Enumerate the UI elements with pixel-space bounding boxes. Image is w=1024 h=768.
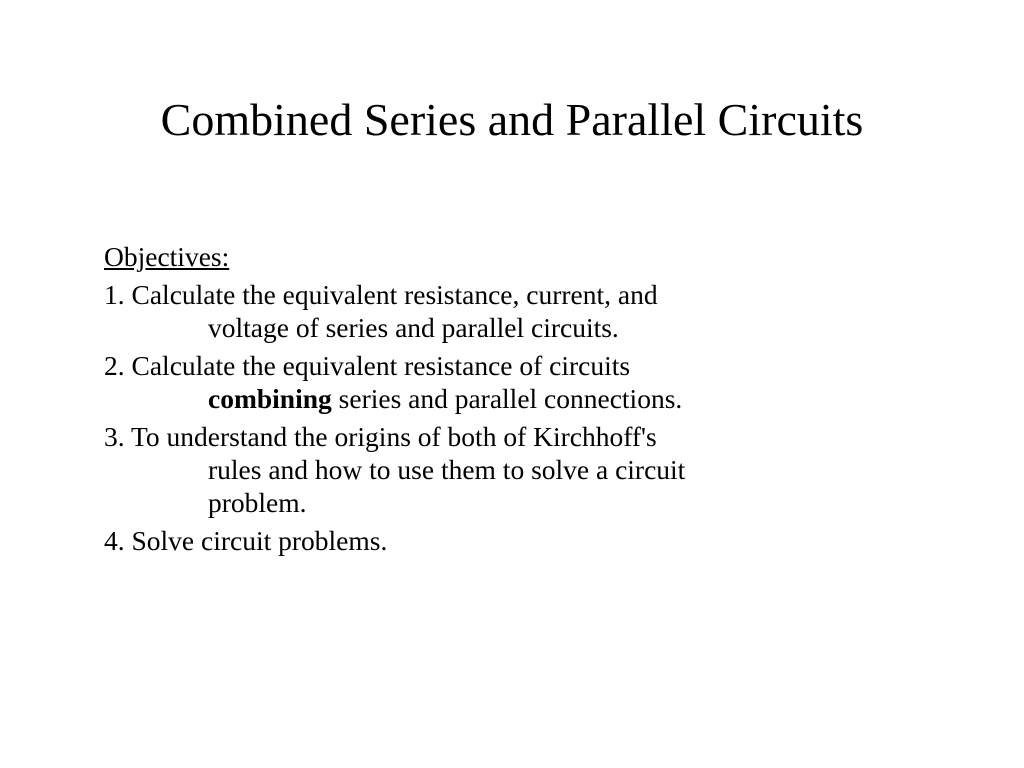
- objective-3-line2: rules and how to use them to solve a circuit: [208, 454, 686, 485]
- objective-1-line2: voltage of series and parallel circuits.: [208, 312, 619, 343]
- objective-3-line3: problem.: [208, 487, 307, 518]
- objective-1-line1: 1. Calculate the equivalent resistance, current, and: [104, 279, 658, 310]
- objective-4-line1: 4. Solve circuit problems.: [104, 525, 388, 556]
- objective-3-line1: 3. To understand the origins of both of Kirchhoff's: [104, 421, 657, 452]
- objective-1: [104, 278, 864, 344]
- objective-4: [104, 524, 864, 557]
- objectives-block: [104, 240, 864, 562]
- objective-2: [104, 349, 864, 415]
- objective-2-line2-rest: series and parallel connections.: [331, 383, 683, 414]
- slide-title: Combined Series and Parallel Circuits: [160, 94, 864, 145]
- objective-2-line2: [104, 382, 864, 415]
- objective-2-bold-word: combining: [208, 383, 332, 414]
- objective-3: [104, 420, 864, 519]
- objective-2-line1: 2. Calculate the equivalent resistance of circuits: [104, 350, 631, 381]
- objectives-heading: Objectives:: [104, 241, 230, 272]
